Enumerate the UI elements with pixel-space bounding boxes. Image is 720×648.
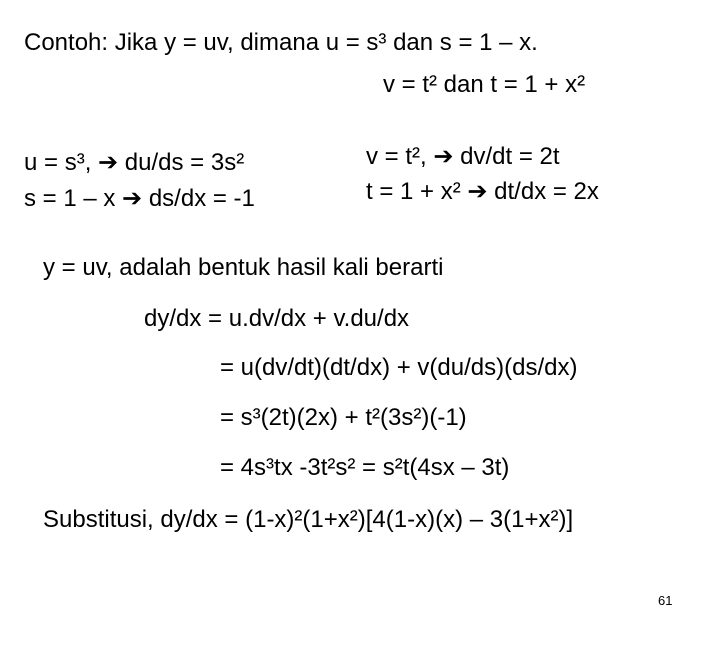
product-rule-statement: y = uv, adalah bentuk hasil kali berarti [43, 254, 444, 281]
step-2: = u(dv/dt)(dt/dx) + v(du/ds)(ds/dx) [220, 354, 578, 381]
step-1: dy/dx = u.dv/dx + v.du/dx [144, 305, 410, 332]
page-number: 61 [658, 593, 673, 608]
right-derivative-2: t = 1 + x² ➔ dt/dx = 2x [366, 178, 599, 205]
step-4: = 4s³tx -3t²s² = s²t(4sx – 3t) [220, 454, 510, 481]
substitution-line: Substitusi, dy/dx = (1-x)²(1+x²)[4(1-x)(x) – 3(1+x²)] [43, 506, 574, 533]
title-line-2: v = t² dan t = 1 + x² [383, 71, 586, 98]
right-derivative-1: v = t², ➔ dv/dt = 2t [366, 143, 560, 170]
step-3: = s³(2t)(2x) + t²(3s²)(-1) [220, 404, 467, 431]
left-derivative-1: u = s³, ➔ du/ds = 3s² [24, 149, 245, 176]
left-derivative-2: s = 1 – x ➔ ds/dx = -1 [24, 185, 255, 212]
title-line-1: Contoh: Jika y = uv, dimana u = s³ dan s = 1 – x. [24, 29, 538, 56]
